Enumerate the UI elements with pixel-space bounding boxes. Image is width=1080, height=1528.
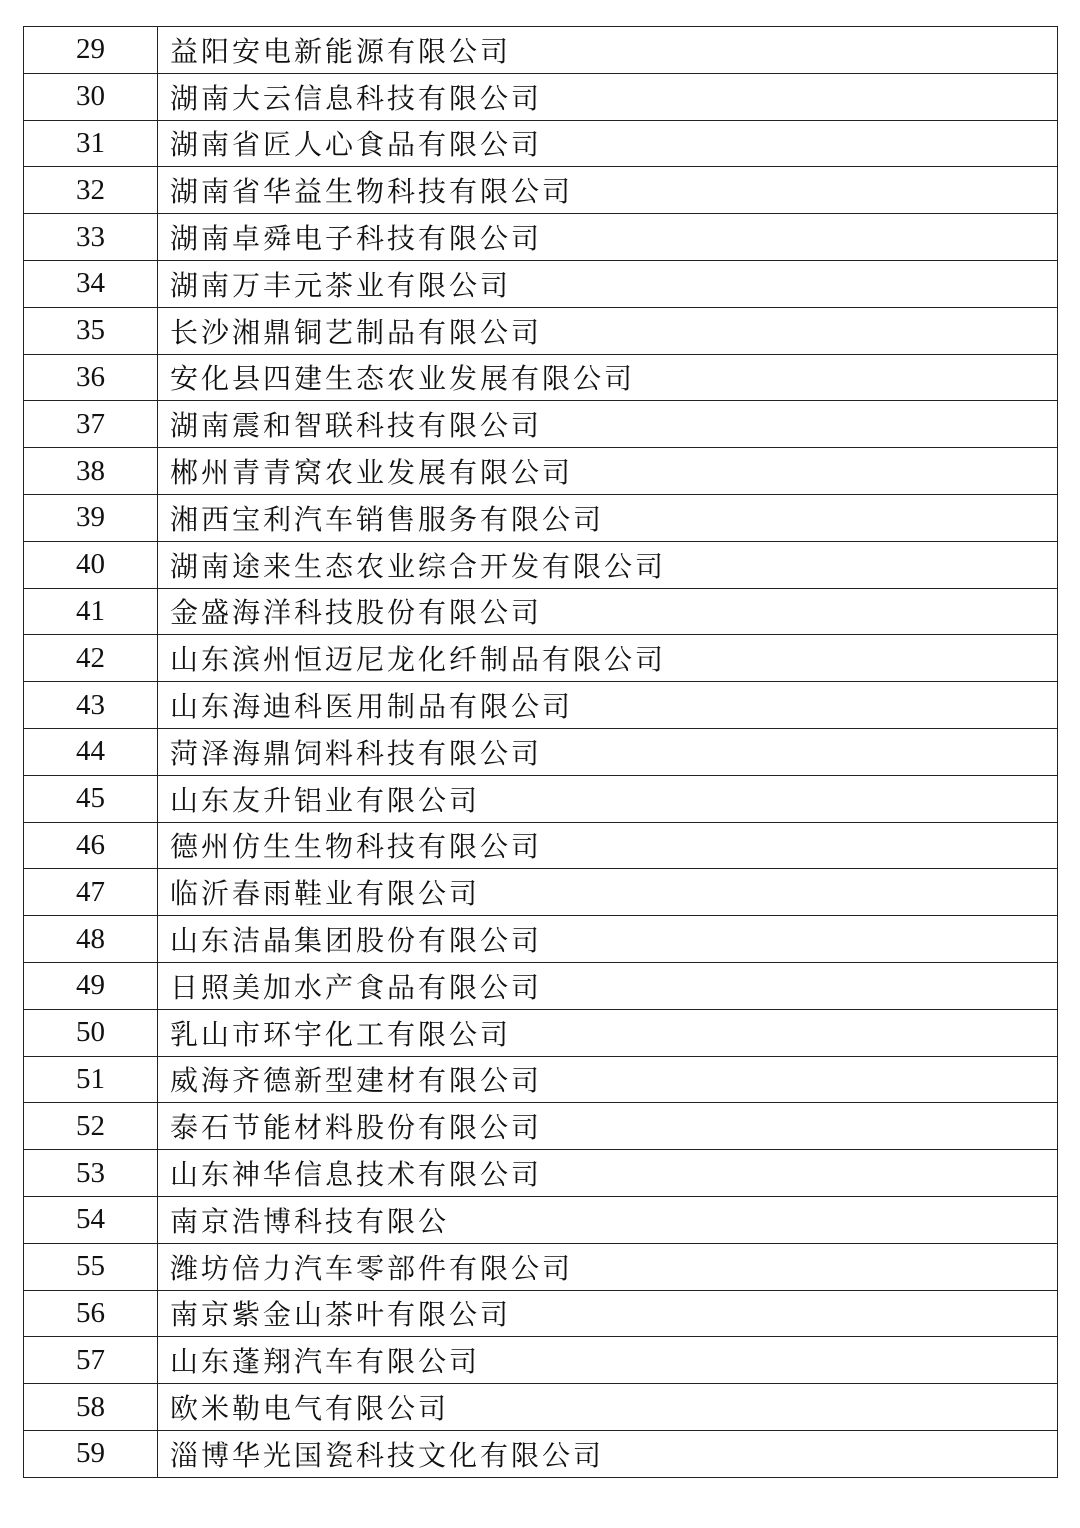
row-number-cell: 37 [24, 401, 158, 448]
company-name-cell: 山东友升铝业有限公司 [158, 775, 1058, 822]
row-number-cell: 50 [24, 1009, 158, 1056]
row-number-cell: 29 [24, 27, 158, 74]
company-name-cell: 山东神华信息技术有限公司 [158, 1150, 1058, 1197]
table-row [24, 1103, 1058, 1150]
company-name-cell: 潍坊倍力汽车零部件有限公司 [158, 1243, 1058, 1290]
row-number-cell: 55 [24, 1243, 158, 1290]
company-name-cell: 湖南万丰元茶业有限公司 [158, 260, 1058, 307]
company-name-cell: 南京浩博科技有限公 [158, 1196, 1058, 1243]
company-name-cell: 金盛海洋科技股份有限公司 [158, 588, 1058, 635]
table-row [24, 120, 1058, 167]
company-name-cell: 湖南省匠人心食品有限公司 [158, 120, 1058, 167]
row-number-cell: 36 [24, 354, 158, 401]
table-row [24, 214, 1058, 261]
table-row [24, 1056, 1058, 1103]
table-body [24, 27, 1058, 1478]
table-row [24, 1290, 1058, 1337]
table-row [24, 1384, 1058, 1431]
company-name-cell: 益阳安电新能源有限公司 [158, 27, 1058, 74]
table-row [24, 728, 1058, 775]
company-name-cell: 淄博华光国瓷科技文化有限公司 [158, 1430, 1058, 1477]
company-name-cell: 湖南大云信息科技有限公司 [158, 73, 1058, 120]
company-name-cell: 临沂春雨鞋业有限公司 [158, 869, 1058, 916]
company-name-cell: 南京紫金山茶叶有限公司 [158, 1290, 1058, 1337]
table-row [24, 588, 1058, 635]
table-row [24, 775, 1058, 822]
company-name-cell: 泰石节能材料股份有限公司 [158, 1103, 1058, 1150]
table-row [24, 260, 1058, 307]
row-number-cell: 47 [24, 869, 158, 916]
table-row [24, 1430, 1058, 1477]
table-row [24, 541, 1058, 588]
company-name-cell: 山东滨州恒迈尼龙化纤制品有限公司 [158, 635, 1058, 682]
table-row [24, 916, 1058, 963]
company-name-cell: 菏泽海鼎饲料科技有限公司 [158, 728, 1058, 775]
row-number-cell: 35 [24, 307, 158, 354]
row-number-cell: 31 [24, 120, 158, 167]
company-name-cell: 乳山市环宇化工有限公司 [158, 1009, 1058, 1056]
row-number-cell: 49 [24, 962, 158, 1009]
row-number-cell: 51 [24, 1056, 158, 1103]
table-row [24, 1150, 1058, 1197]
company-name-cell: 山东蓬翔汽车有限公司 [158, 1337, 1058, 1384]
row-number-cell: 42 [24, 635, 158, 682]
row-number-cell: 59 [24, 1430, 158, 1477]
row-number-cell: 54 [24, 1196, 158, 1243]
row-number-cell: 33 [24, 214, 158, 261]
table-row [24, 1009, 1058, 1056]
table-row [24, 354, 1058, 401]
row-number-cell: 34 [24, 260, 158, 307]
company-name-cell: 郴州青青窝农业发展有限公司 [158, 448, 1058, 495]
row-number-cell: 52 [24, 1103, 158, 1150]
row-number-cell: 41 [24, 588, 158, 635]
table-row [24, 1243, 1058, 1290]
table-row [24, 27, 1058, 74]
company-name-cell: 湖南卓舜电子科技有限公司 [158, 214, 1058, 261]
table-row [24, 1337, 1058, 1384]
table-row [24, 494, 1058, 541]
company-name-cell: 德州仿生生物科技有限公司 [158, 822, 1058, 869]
table-row [24, 962, 1058, 1009]
row-number-cell: 48 [24, 916, 158, 963]
row-number-cell: 38 [24, 448, 158, 495]
table-row [24, 682, 1058, 729]
table-row [24, 635, 1058, 682]
table-row [24, 167, 1058, 214]
row-number-cell: 30 [24, 73, 158, 120]
company-name-cell: 长沙湘鼎铜艺制品有限公司 [158, 307, 1058, 354]
row-number-cell: 56 [24, 1290, 158, 1337]
table-row [24, 869, 1058, 916]
row-number-cell: 45 [24, 775, 158, 822]
company-list-table [23, 26, 1058, 1478]
company-name-cell: 湘西宝利汽车销售服务有限公司 [158, 494, 1058, 541]
company-name-cell: 湖南震和智联科技有限公司 [158, 401, 1058, 448]
row-number-cell: 40 [24, 541, 158, 588]
company-name-cell: 安化县四建生态农业发展有限公司 [158, 354, 1058, 401]
company-name-cell: 湖南省华益生物科技有限公司 [158, 167, 1058, 214]
table-row [24, 1196, 1058, 1243]
company-name-cell: 湖南途来生态农业综合开发有限公司 [158, 541, 1058, 588]
table-row [24, 307, 1058, 354]
row-number-cell: 39 [24, 494, 158, 541]
row-number-cell: 44 [24, 728, 158, 775]
company-name-cell: 山东海迪科医用制品有限公司 [158, 682, 1058, 729]
table-row [24, 448, 1058, 495]
company-name-cell: 山东洁晶集团股份有限公司 [158, 916, 1058, 963]
row-number-cell: 58 [24, 1384, 158, 1431]
table-row [24, 73, 1058, 120]
table-row [24, 401, 1058, 448]
row-number-cell: 53 [24, 1150, 158, 1197]
company-name-cell: 日照美加水产食品有限公司 [158, 962, 1058, 1009]
row-number-cell: 43 [24, 682, 158, 729]
row-number-cell: 46 [24, 822, 158, 869]
row-number-cell: 32 [24, 167, 158, 214]
company-name-cell: 威海齐德新型建材有限公司 [158, 1056, 1058, 1103]
row-number-cell: 57 [24, 1337, 158, 1384]
company-name-cell: 欧米勒电气有限公司 [158, 1384, 1058, 1431]
table-row [24, 822, 1058, 869]
